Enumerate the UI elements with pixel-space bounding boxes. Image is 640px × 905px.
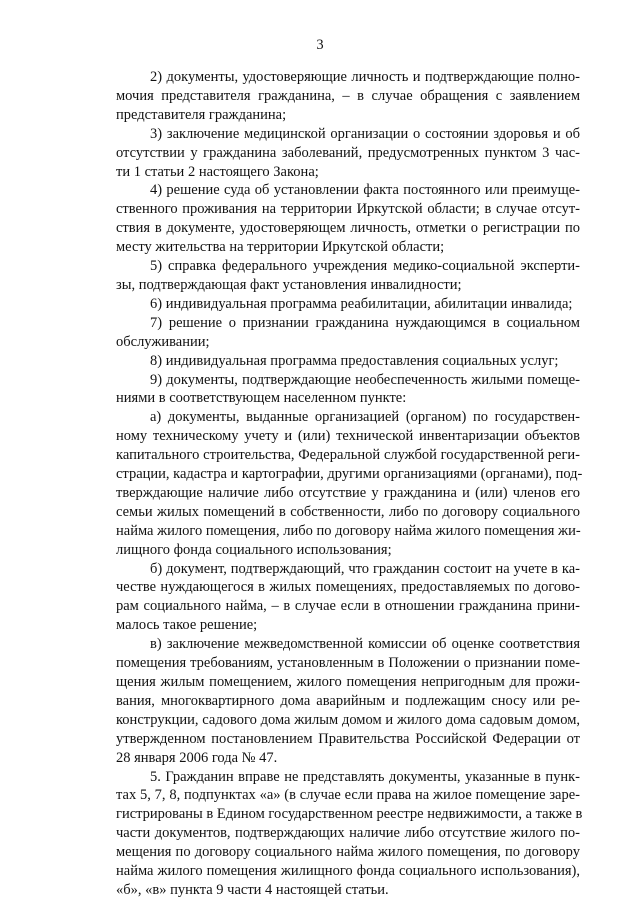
text-line: рам социального найма, – в случае если в отношении гражданина прини-	[116, 598, 580, 615]
text-line: гистрированы в Едином государственном реестре недвижимости, а также в	[116, 806, 583, 823]
text-line: страции, кадастра и картографии, другими организациями (органами), под-	[116, 466, 583, 483]
paragraph	[116, 181, 580, 257]
text-line: отсутствии у гражданина заболеваний, предусмотренных пунктом 3 час-	[116, 144, 580, 161]
paragraph	[116, 295, 580, 314]
paragraph	[116, 560, 580, 636]
text-line: тверждающие наличие либо отсутствие у гражданина и (или) членов его	[116, 484, 580, 501]
text-line: 2) документы, удостоверяющие личность и подтверждающие полно-	[150, 69, 580, 85]
paragraph	[116, 768, 583, 900]
text-line: части документов, подтверждающих наличие либо отсутствие жилого по-	[116, 825, 580, 842]
text-line: малось такое решение;	[116, 617, 258, 634]
text-line: ти 1 статьи 2 настоящего Закона;	[116, 163, 319, 180]
paragraph	[116, 635, 580, 767]
paragraph	[116, 257, 580, 295]
text-line: мочия представителя гражданина, – в случае обращения с заявлением	[116, 87, 580, 104]
text-line: месту жительства на территории Иркутской области;	[116, 239, 445, 256]
text-line: мещения по договору социального найма жилого помещения, по договору	[116, 844, 580, 861]
text-line: б) документ, подтверждающий, что гражданин состоит на учете в ка-	[150, 560, 580, 577]
text-line: ственного проживания на территории Иркутской области; в случае отсут-	[116, 201, 580, 218]
text-line: тах 5, 7, 8, подпунктах «а» (в случае если права на жилое помещение заре-	[116, 787, 580, 804]
paragraph	[116, 68, 580, 125]
text-line: 7) решение о признании гражданина нуждающимся в социальном	[150, 314, 580, 331]
text-line: представителя гражданина;	[116, 106, 287, 123]
text-line: в) заключение межведомственной комиссии об оценке соответствия	[150, 636, 580, 653]
text-line: помещения требованиям, установленным в Положении о признании поме-	[116, 655, 580, 672]
text-line: ниями в соответствующем населенном пункте:	[116, 390, 407, 407]
document-body	[116, 68, 583, 900]
text-line: 5. Гражданин вправе не представлять документы, указанные в пунк-	[150, 768, 580, 785]
paragraph	[116, 314, 580, 352]
text-line: капитального строительства, Федеральной службой государственной реги-	[116, 447, 580, 464]
paragraph	[116, 352, 580, 371]
text-line: 8) индивидуальная программа предоставления социальных услуг;	[150, 352, 559, 369]
text-line: 4) решение суда об установлении факта постоянного или преимуще-	[150, 182, 580, 199]
text-line: 9) документы, подтверждающие необеспеченность жилыми помеще-	[150, 371, 580, 388]
text-line: утвержденном постановлением Правительства Российской Федерации от	[116, 730, 580, 747]
text-line: «б», «в» пункта 9 части 4 настоящей статьи.	[116, 881, 389, 898]
text-line: 28 января 2006 года № 47.	[116, 749, 278, 766]
text-line: лищного фонда социального использования;	[116, 541, 392, 558]
text-line: найма жилого помещения, либо по договору найма жилого помещения жи-	[116, 522, 581, 539]
text-line: вания, многоквартирного дома аварийным и подлежащим сносу или ре-	[116, 692, 580, 709]
page-number: 3	[316, 37, 324, 53]
text-line: ствия в документе, удостоверяющем личность, отметки о регистрации по	[116, 220, 580, 237]
text-line: а) документы, выданные организацией (органом) по государствен-	[150, 409, 580, 426]
text-line: зы, подтверждающая факт установления инвалидности;	[116, 276, 462, 293]
paragraph	[116, 371, 580, 409]
text-line: 5) справка федерального учреждения медико-социальной эксперти-	[150, 258, 580, 275]
text-line: обслуживании;	[116, 333, 210, 350]
paragraph	[116, 408, 583, 559]
text-line: найма жилого помещения жилищного фонда социального использования),	[116, 863, 580, 880]
text-line: ному техническому учету и (или) технической инвентаризации объектов	[116, 428, 580, 445]
text-line: щения жилым помещением, жилого помещения непригодным для прожи-	[116, 674, 580, 690]
text-line: 3) заключение медицинской организации о состоянии здоровья и об	[150, 125, 580, 142]
text-line: 6) индивидуальная программа реабилитации, абилитации инвалида;	[150, 295, 573, 312]
text-line: конструкции, садового дома жилым домом и жилого дома садовым домом,	[116, 711, 580, 728]
text-line: семьи жилых помещений в собственности, либо по договору социального	[116, 503, 580, 520]
paragraph	[116, 125, 580, 182]
text-line: честве нуждающегося в жилых помещениях, предоставляемых по догово-	[116, 579, 580, 596]
